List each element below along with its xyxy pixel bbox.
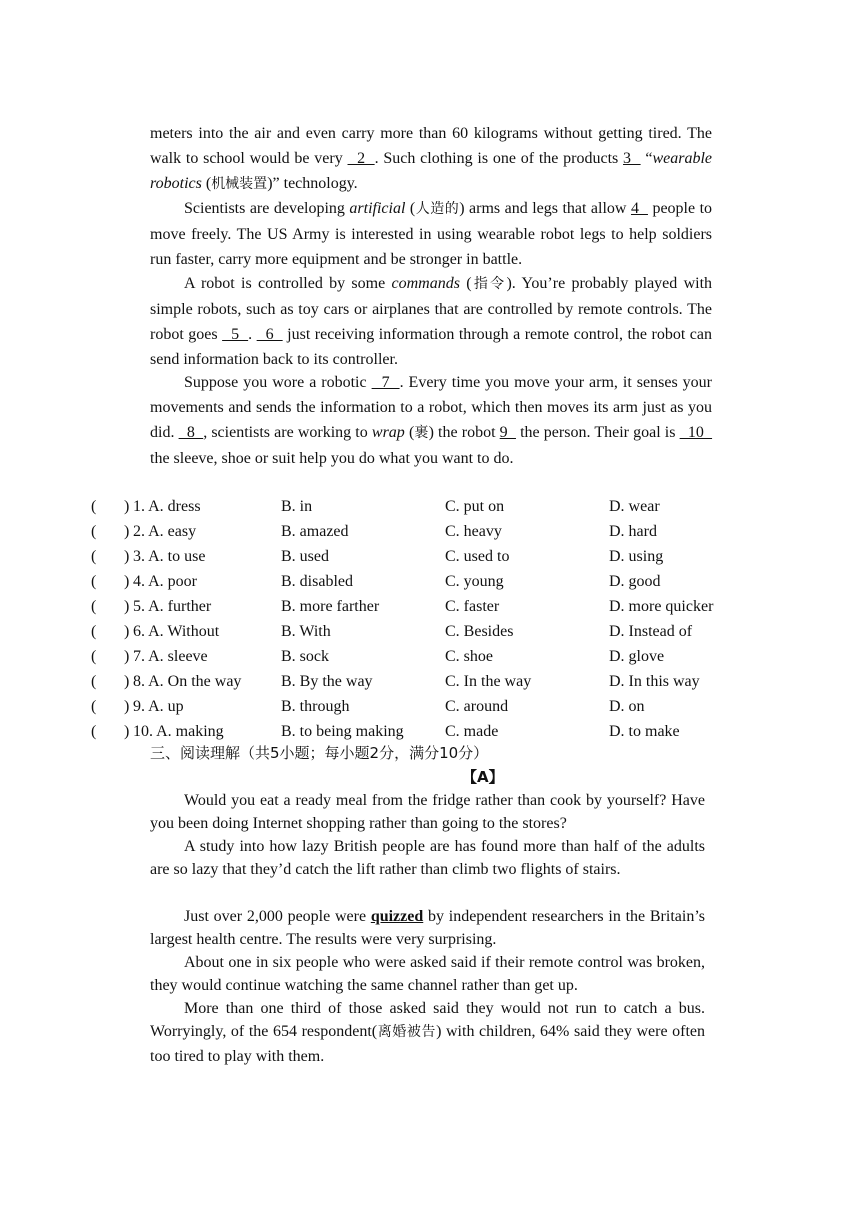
text: Suppose you wore a robotic	[184, 374, 372, 391]
section-heading: 三、阅读理解（共5小题；每小题2分，满分10分）	[150, 744, 489, 762]
text: .	[248, 326, 257, 343]
text: the sleeve, shoe or suit help you do what you want to do.	[150, 450, 514, 467]
question-row	[0, 669, 860, 694]
reading-paragraph-4: About one in six people who were asked said if their remote control was broken, they would continue watching the same channel rather than get up.	[150, 954, 705, 995]
option-c: C. around	[445, 698, 509, 715]
text: . Such clothing is one of the products	[374, 150, 624, 167]
option-d: D. using	[609, 548, 664, 565]
text: ) the robot	[428, 424, 500, 441]
blank-5: 5	[222, 326, 249, 343]
italic-term: commands	[391, 275, 460, 292]
option-d: D. glove	[609, 648, 665, 665]
option-b: B. amazed	[281, 523, 349, 540]
question-row	[0, 519, 860, 544]
cloze-paragraph-4	[150, 370, 712, 471]
text: (	[201, 175, 212, 192]
italic-term: wearable robotics	[150, 150, 713, 192]
option-a: 7. A. sleeve	[133, 648, 208, 665]
option-c: C. shoe	[445, 648, 493, 665]
blank-3: 3	[623, 150, 641, 167]
italic-term: wrap	[371, 424, 405, 441]
chinese-gloss: 指令	[471, 276, 507, 292]
option-b: B. used	[281, 548, 329, 565]
key-word: quizzed	[370, 908, 424, 925]
answer-paren-open: (	[91, 648, 97, 665]
chinese-gloss: 机械装置	[211, 176, 268, 192]
answer-paren-close: )	[124, 723, 130, 740]
option-d: D. hard	[609, 523, 657, 540]
blank-2: 2	[347, 150, 375, 167]
answer-paren-open: (	[91, 598, 97, 615]
option-a: 5. A. further	[133, 598, 212, 615]
cloze-paragraph-3	[150, 271, 712, 372]
option-a: 2. A. easy	[133, 523, 197, 540]
answer-paren-open: (	[91, 498, 97, 515]
blank-7: 7	[371, 374, 400, 391]
chinese-gloss: 离婚被告	[377, 1024, 437, 1041]
answer-paren-close: )	[124, 498, 130, 515]
answer-paren-open: (	[91, 723, 97, 740]
blank-10: 10	[679, 424, 713, 441]
answer-paren-close: )	[124, 698, 130, 715]
text: A robot is controlled by some	[184, 275, 392, 292]
text: , scientists are working to	[203, 424, 372, 441]
text: ) arms and legs that allow	[459, 200, 631, 217]
answer-paren-close: )	[124, 673, 130, 690]
answer-paren-open: (	[91, 573, 97, 590]
question-row	[0, 569, 860, 594]
option-a: 8. A. On the way	[133, 673, 242, 690]
question-row	[0, 619, 860, 644]
question-row	[0, 544, 860, 569]
reading-paragraph-2: A study into how lazy British people are has found more than half of the adults are so lazy that they’d catch the lift rather than climb two flights of stairs.	[150, 838, 705, 879]
answer-paren-open: (	[91, 548, 97, 565]
blank-4: 4	[630, 200, 648, 217]
text: people to move freely. The US Army is interested in using wearable robot legs to help soldiers run faster, carry more equipment and be stronger in battle.	[150, 200, 713, 268]
option-c: C. young	[445, 573, 504, 590]
answer-paren-close: )	[124, 598, 130, 615]
cloze-paragraph-1	[150, 121, 712, 197]
text: ) with children, 64% said they were often too tired to play with them.	[150, 1023, 706, 1065]
text: )” technology.	[267, 175, 358, 192]
text: Scientists are developing	[184, 200, 350, 217]
option-c: C. made	[445, 723, 499, 740]
option-b: B. more farther	[281, 598, 380, 615]
blank-6: 6	[256, 326, 283, 343]
option-a: 9. A. up	[133, 698, 184, 715]
option-b: B. through	[281, 698, 350, 715]
option-d: D. good	[609, 573, 661, 590]
option-b: B. to being making	[281, 723, 404, 740]
option-c: C. heavy	[445, 523, 502, 540]
text: (	[405, 200, 416, 217]
question-row	[0, 644, 860, 669]
chinese-gloss: 人造的	[415, 201, 460, 217]
option-b: B. With	[281, 623, 331, 640]
option-b: B. disabled	[281, 573, 353, 590]
blank-9: 9	[499, 424, 516, 441]
text: meters into the air and even carry more than 60 kilograms without getting tired. The walk to school would be very	[150, 125, 712, 167]
answer-paren-open: (	[91, 623, 97, 640]
option-a: 6. A. Without	[133, 623, 220, 640]
option-b: B. By the way	[281, 673, 373, 690]
question-row	[0, 694, 860, 719]
text: (	[459, 275, 472, 292]
option-c: C. faster	[445, 598, 500, 615]
reading-paragraph-1: Would you eat a ready meal from the fridge rather than cook by yourself? Have you been doing Internet shopping rather than going to the stores?	[150, 792, 705, 833]
question-row	[0, 594, 860, 619]
text: by independent researchers in the Britain’s largest health centre. The results were very surprising.	[150, 908, 705, 949]
text: ). You’re probably played with simple robots, such as toy cars or airplanes that are controlled by remote controls. The robot goes	[150, 275, 713, 343]
option-b: B. in	[281, 498, 313, 515]
question-row	[0, 494, 860, 519]
reading-paragraph-3	[150, 905, 705, 952]
text: “	[640, 150, 653, 167]
answer-paren-open: (	[91, 698, 97, 715]
text: More than one third of those asked said they would not run to catch a bus. Worryingly, of the 654 respondent(	[150, 1000, 705, 1041]
option-b: B. sock	[281, 648, 329, 665]
option-c: C. Besides	[445, 623, 514, 640]
blank-8: 8	[178, 424, 204, 441]
text: the person. Their goal is	[515, 424, 680, 441]
text: . Every time you move your arm, it senses your movements and sends the information to a robot, which then moves its arm just as you did.	[150, 374, 712, 441]
option-a: 4. A. poor	[133, 573, 197, 590]
option-d: D. on	[609, 698, 645, 715]
answer-paren-close: )	[124, 548, 130, 565]
option-d: D. wear	[609, 498, 660, 515]
option-d: D. to make	[609, 723, 680, 740]
passage-label: 【A】	[462, 768, 504, 786]
option-a: 10. A. making	[133, 723, 224, 740]
answer-paren-open: (	[91, 523, 97, 540]
chinese-gloss: 裹	[414, 425, 429, 441]
option-a: 1. A. dress	[133, 498, 201, 515]
option-d: D. more quicker	[609, 598, 714, 615]
answer-paren-open: (	[91, 673, 97, 690]
option-a: 3. A. to use	[133, 548, 206, 565]
answer-paren-close: )	[124, 623, 130, 640]
option-c: C. used to	[445, 548, 510, 565]
option-c: C. put on	[445, 498, 505, 515]
cloze-paragraph-2	[150, 196, 712, 272]
option-d: D. Instead of	[609, 623, 693, 640]
option-d: D. In this way	[609, 673, 700, 690]
text: just receiving information through a remote control, the robot can send information back to its controller.	[150, 326, 713, 368]
answer-paren-close: )	[124, 523, 130, 540]
italic-term: artificial	[349, 200, 406, 217]
answer-paren-close: )	[124, 648, 130, 665]
option-c: C. In the way	[445, 673, 532, 690]
answer-paren-close: )	[124, 573, 130, 590]
text: Just over 2,000 people were	[184, 908, 371, 925]
reading-paragraph-5	[150, 997, 705, 1068]
text: (	[404, 424, 415, 441]
